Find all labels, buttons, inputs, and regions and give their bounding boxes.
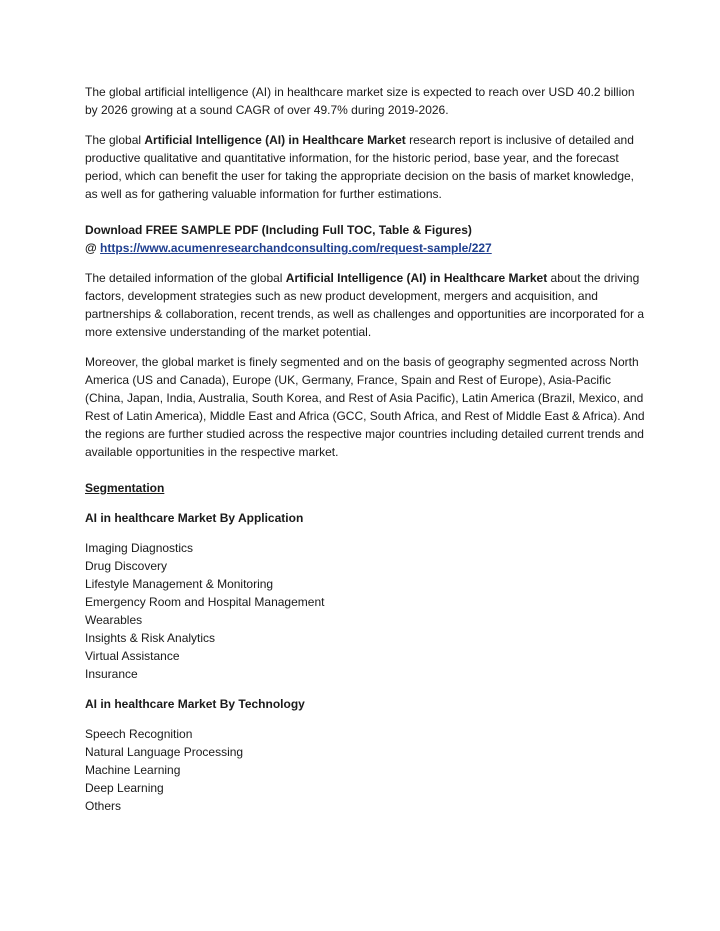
intro-paragraph: The global artificial intelligence (AI) in healthcare market size is expected to reach over USD 40.2 billion by 2026 growing at a sound CAGR of over 49.7% during 2019-2026.: [85, 85, 635, 117]
market-name-bold: Artificial Intelligence (AI) in Healthcare Market: [144, 133, 406, 147]
list-item: Insights & Risk Analytics: [85, 631, 216, 645]
list-item: Virtual Assistance: [85, 649, 180, 663]
request-sample-link[interactable]: https://www.acumenresearchandconsulting.com/request-sample/227: [100, 241, 492, 255]
application-list: [85, 539, 645, 683]
technology-heading: AI in healthcare Market By Technology: [85, 697, 305, 711]
list-item: Emergency Room and Hospital Management: [85, 595, 325, 609]
report-suffix: research report is inclusive of detailed and productive qualitative and quantitative information, for the historic period, base year, and the forecast period, which can benefit the user for taking the appropriate decision on the basis of market knowledge, as well as for gathering valuable information for further estimations.: [85, 133, 634, 201]
application-heading: AI in healthcare Market By Application: [85, 511, 304, 525]
detailed-suffix: about the driving factors, development strategies such as new product development, mergers and acquisition, and partnerships & collaboration, recent trends, as well as challenges and opportunities are incorporated for a more extensive understanding of the market potential.: [85, 271, 644, 339]
list-item: Speech Recognition: [85, 727, 193, 741]
list-item: Wearables: [85, 613, 143, 627]
geography-paragraph: Moreover, the global market is finely segmented and on the basis of geography segmented across North America (US and Canada), Europe (UK, Germany, France, Spain and Rest of Europe), Asia-Pacific (China, Japan, India, Australia, South Korea, and Rest of Asia Pacific), Latin America (Brazil, Mexico, and Rest of Latin America), Middle East and Africa (GCC, South Africa, and Rest of Middle East & Africa). And the regions are further studied across the respective major countries including detailed current trends and available opportunities in the respective market.: [85, 355, 645, 459]
list-item: Deep Learning: [85, 781, 164, 795]
list-item: Natural Language Processing: [85, 745, 244, 759]
report-paragraph: [85, 131, 645, 203]
list-item: Imaging Diagnostics: [85, 541, 194, 555]
detailed-prefix: The detailed information of the global: [85, 271, 286, 285]
download-sample-block: [85, 221, 645, 257]
report-prefix: The global: [85, 133, 145, 147]
list-item: Others: [85, 799, 122, 813]
list-item: Lifestyle Management & Monitoring: [85, 577, 274, 591]
technology-list: [85, 725, 645, 815]
list-item: Machine Learning: [85, 763, 181, 777]
market-name-bold: Artificial Intelligence (AI) in Healthcare Market: [285, 271, 548, 285]
segmentation-heading: Segmentation: [85, 481, 165, 495]
list-item: Drug Discovery: [85, 559, 168, 573]
document-body: [85, 83, 645, 815]
download-label: Download FREE SAMPLE PDF (Including Full TOC, Table & Figures): [85, 223, 472, 237]
detailed-paragraph: [85, 269, 645, 341]
download-link-line: [85, 239, 645, 257]
at-sign: @: [85, 241, 101, 255]
list-item: Insurance: [85, 667, 138, 681]
